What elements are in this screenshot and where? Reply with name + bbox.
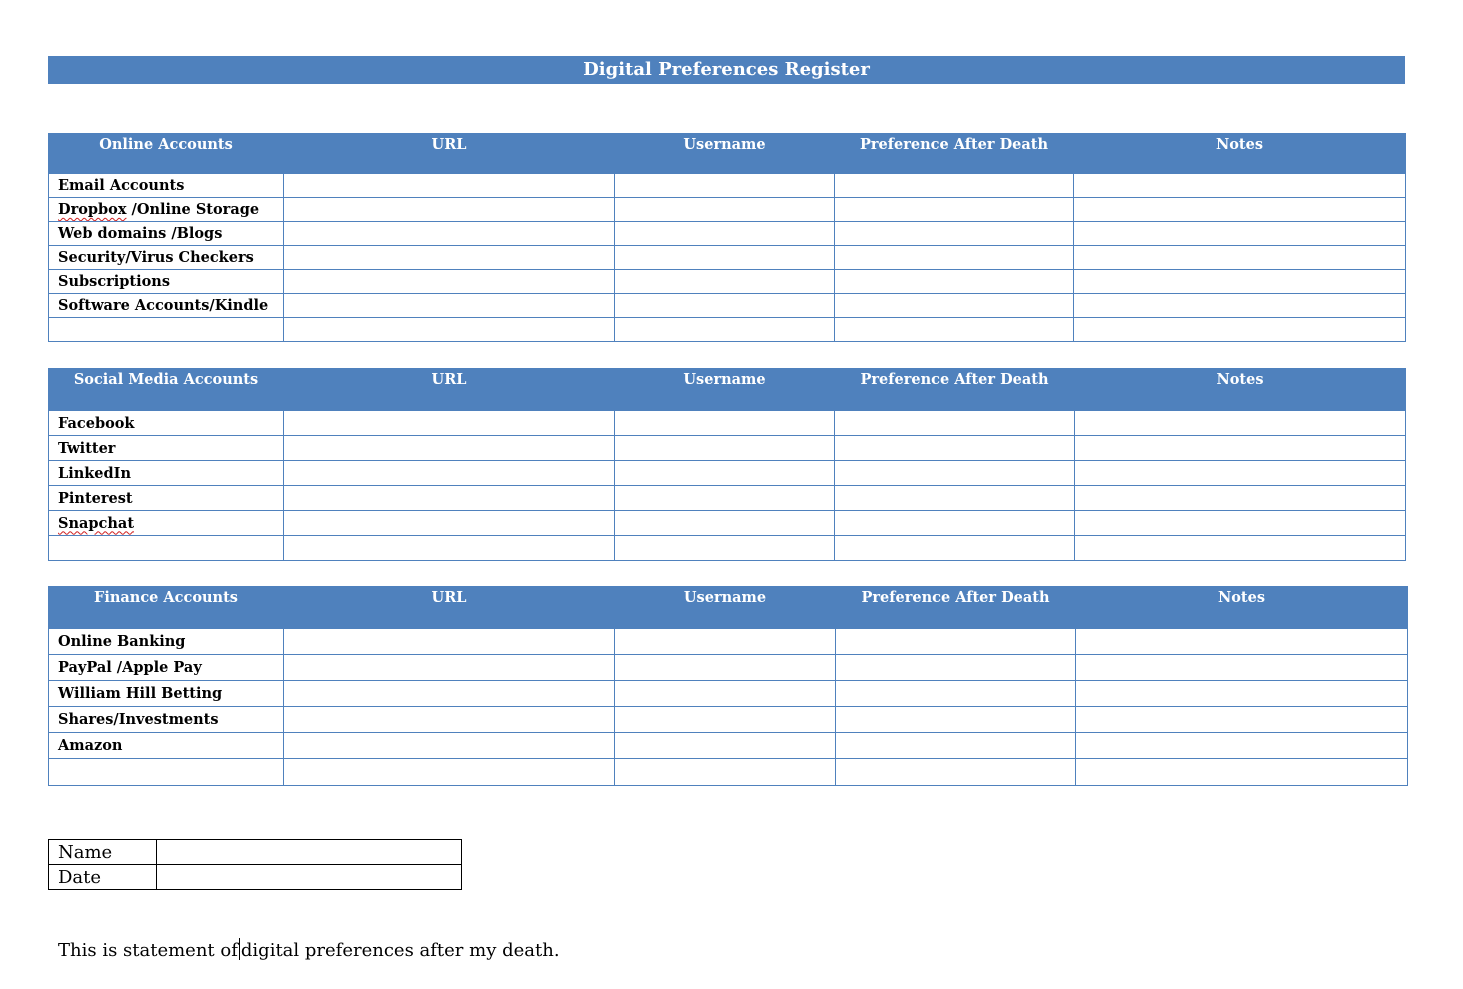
account-label: Amazon <box>49 733 284 759</box>
date-row <box>49 865 462 890</box>
account-label: Security/Virus Checkers <box>49 246 284 270</box>
notes-cell[interactable] <box>1074 270 1406 294</box>
notes-cell[interactable] <box>1076 655 1408 681</box>
table-row <box>49 733 1408 759</box>
account-label: Facebook <box>49 411 284 436</box>
preference-cell[interactable] <box>835 270 1074 294</box>
text-cursor <box>239 938 240 960</box>
account-label <box>49 198 284 222</box>
statement-text[interactable] <box>58 938 560 961</box>
url-cell[interactable] <box>284 270 615 294</box>
page-title: Digital Preferences Register <box>48 56 1405 84</box>
table-header-row <box>49 369 1406 411</box>
preference-cell[interactable] <box>835 198 1074 222</box>
table-row <box>49 486 1406 511</box>
table-row <box>49 536 1406 561</box>
account-label: Web domains /Blogs <box>49 222 284 246</box>
url-cell[interactable] <box>284 294 615 318</box>
table-row <box>49 707 1408 733</box>
preference-cell[interactable] <box>835 486 1075 511</box>
notes-cell[interactable] <box>1074 174 1406 198</box>
notes-cell[interactable] <box>1074 246 1406 270</box>
notes-cell[interactable] <box>1076 759 1408 786</box>
column-header-notes: Notes <box>1076 587 1408 629</box>
notes-cell[interactable] <box>1075 511 1406 536</box>
url-cell[interactable] <box>284 174 615 198</box>
preference-cell[interactable] <box>835 222 1074 246</box>
url-cell[interactable] <box>284 246 615 270</box>
table-row <box>49 270 1406 294</box>
table-row <box>49 436 1406 461</box>
notes-cell[interactable] <box>1074 294 1406 318</box>
notes-cell[interactable] <box>1075 536 1406 561</box>
column-header-username: Username <box>615 369 835 411</box>
name-label: Name <box>49 840 157 865</box>
table-row <box>49 655 1408 681</box>
username-cell[interactable] <box>615 655 836 681</box>
url-cell[interactable] <box>284 511 615 536</box>
account-label: Subscriptions <box>49 270 284 294</box>
section-heading: Social Media Accounts <box>49 369 284 411</box>
account-label: Online Banking <box>49 629 284 655</box>
table-row <box>49 294 1406 318</box>
preference-cell[interactable] <box>836 707 1076 733</box>
notes-cell[interactable] <box>1075 411 1406 436</box>
preference-cell[interactable] <box>836 629 1076 655</box>
spell-check-word: Dropbox <box>58 201 127 218</box>
section-heading: Finance Accounts <box>49 587 284 629</box>
column-header-url: URL <box>284 369 615 411</box>
username-cell[interactable] <box>615 759 836 786</box>
account-label: Email Accounts <box>49 174 284 198</box>
column-header-url: URL <box>284 134 615 174</box>
preference-cell[interactable] <box>835 436 1075 461</box>
name-field[interactable] <box>157 840 462 865</box>
preference-cell[interactable] <box>835 461 1075 486</box>
username-cell[interactable] <box>615 733 836 759</box>
url-cell[interactable] <box>284 733 615 759</box>
preference-cell[interactable] <box>836 733 1076 759</box>
finance-accounts-table <box>48 586 1408 786</box>
url-cell[interactable] <box>284 629 615 655</box>
table-row <box>49 174 1406 198</box>
notes-cell[interactable] <box>1076 629 1408 655</box>
online-accounts-table <box>48 133 1406 342</box>
username-cell[interactable] <box>615 436 835 461</box>
username-cell[interactable] <box>615 270 835 294</box>
username-cell[interactable] <box>615 318 835 342</box>
username-cell[interactable] <box>615 511 835 536</box>
url-cell[interactable] <box>284 681 615 707</box>
username-cell[interactable] <box>615 461 835 486</box>
url-cell[interactable] <box>284 411 615 436</box>
section-heading: Online Accounts <box>49 134 284 174</box>
column-header-notes: Notes <box>1074 134 1406 174</box>
notes-cell[interactable] <box>1076 681 1408 707</box>
notes-cell[interactable] <box>1076 707 1408 733</box>
url-cell[interactable] <box>284 759 615 786</box>
social-media-accounts-table <box>48 368 1406 561</box>
preference-cell[interactable] <box>835 318 1074 342</box>
table-row <box>49 759 1408 786</box>
notes-cell[interactable] <box>1074 222 1406 246</box>
username-cell[interactable] <box>615 222 835 246</box>
column-header-preference: Preference After Death <box>836 587 1076 629</box>
account-label[interactable] <box>49 318 284 342</box>
table-row <box>49 198 1406 222</box>
username-cell[interactable] <box>615 486 835 511</box>
notes-cell[interactable] <box>1074 318 1406 342</box>
account-label: LinkedIn <box>49 461 284 486</box>
column-header-notes: Notes <box>1075 369 1406 411</box>
username-cell[interactable] <box>615 411 835 436</box>
table-row <box>49 318 1406 342</box>
preference-cell[interactable] <box>835 511 1075 536</box>
notes-cell[interactable] <box>1076 733 1408 759</box>
column-header-preference: Preference After Death <box>835 134 1074 174</box>
table-row <box>49 629 1408 655</box>
preference-cell[interactable] <box>835 411 1075 436</box>
notes-cell[interactable] <box>1075 486 1406 511</box>
preference-cell[interactable] <box>836 759 1076 786</box>
column-header-url: URL <box>284 587 615 629</box>
url-cell[interactable] <box>284 198 615 222</box>
url-cell[interactable] <box>284 536 615 561</box>
date-field[interactable] <box>157 865 462 890</box>
url-cell[interactable] <box>284 318 615 342</box>
account-label: Twitter <box>49 436 284 461</box>
table-header-row <box>49 587 1408 629</box>
preference-cell[interactable] <box>835 536 1075 561</box>
account-label: William Hill Betting <box>49 681 284 707</box>
account-label[interactable] <box>49 536 284 561</box>
url-cell[interactable] <box>284 436 615 461</box>
username-cell[interactable] <box>615 681 836 707</box>
account-label[interactable] <box>49 759 284 786</box>
column-header-preference: Preference After Death <box>835 369 1075 411</box>
username-cell[interactable] <box>615 246 835 270</box>
account-label: Pinterest <box>49 486 284 511</box>
column-header-username: Username <box>615 587 836 629</box>
notes-cell[interactable] <box>1074 198 1406 222</box>
table-row <box>49 681 1408 707</box>
statement-after-cursor: digital preferences after my death. <box>240 940 560 961</box>
username-cell[interactable] <box>615 707 836 733</box>
url-cell[interactable] <box>284 461 615 486</box>
username-cell[interactable] <box>615 536 835 561</box>
username-cell[interactable] <box>615 294 835 318</box>
preference-cell[interactable] <box>836 655 1076 681</box>
signature-table <box>48 839 462 890</box>
account-label: Software Accounts/Kindle <box>49 294 284 318</box>
table-header-row <box>49 134 1406 174</box>
table-row <box>49 511 1406 536</box>
account-label <box>49 511 284 536</box>
username-cell[interactable] <box>615 198 835 222</box>
notes-cell[interactable] <box>1075 461 1406 486</box>
column-header-username: Username <box>615 134 835 174</box>
table-row <box>49 411 1406 436</box>
account-label: Shares/Investments <box>49 707 284 733</box>
url-cell[interactable] <box>284 222 615 246</box>
preference-cell[interactable] <box>835 246 1074 270</box>
date-label: Date <box>49 865 157 890</box>
table-row <box>49 222 1406 246</box>
spell-check-word: Snapchat <box>58 514 135 532</box>
preference-cell[interactable] <box>835 294 1074 318</box>
account-label: PayPal /Apple Pay <box>49 655 284 681</box>
username-cell[interactable] <box>615 629 836 655</box>
preference-cell[interactable] <box>836 681 1076 707</box>
url-cell[interactable] <box>284 486 615 511</box>
statement-before-cursor: This is statement of <box>58 940 238 961</box>
notes-cell[interactable] <box>1075 436 1406 461</box>
table-row <box>49 246 1406 270</box>
url-cell[interactable] <box>284 707 615 733</box>
username-cell[interactable] <box>615 174 835 198</box>
name-row <box>49 840 462 865</box>
account-label-rest: /Online Storage <box>126 201 260 218</box>
url-cell[interactable] <box>284 655 615 681</box>
preference-cell[interactable] <box>835 174 1074 198</box>
table-row <box>49 461 1406 486</box>
